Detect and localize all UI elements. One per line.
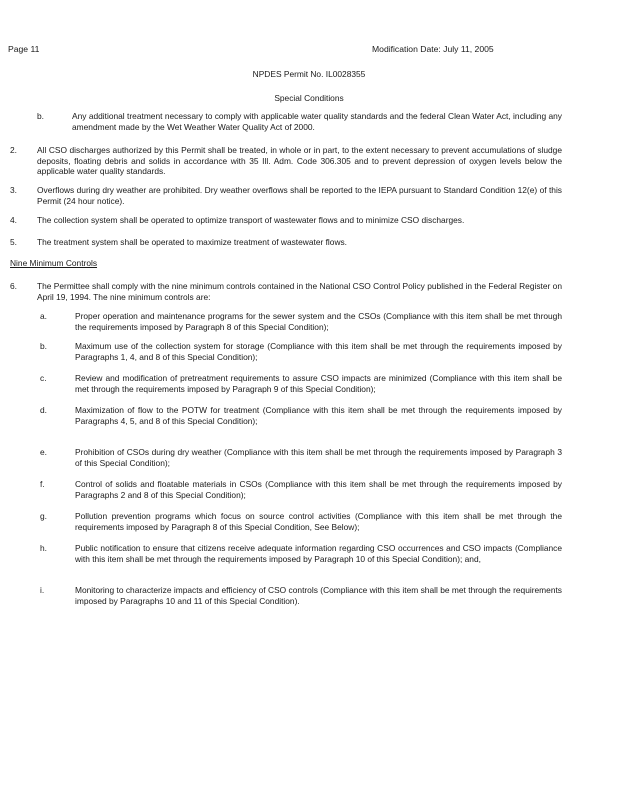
item-label: b. xyxy=(37,111,44,121)
section-title: Special Conditions xyxy=(274,93,344,103)
item-number: 6. xyxy=(10,281,17,291)
page-number: Page 11 xyxy=(8,44,40,54)
control-text: Maximization of flow to the POTW for treatment (Compliance with this item shall be met through the requirements imposed by Paragraphs 4, 5, and 8 of this Special Condition); xyxy=(75,405,562,426)
item-text: The Permittee shall comply with the nine minimum controls contained in the National CSO Control Policy published in the Federal Register on April 19, 1994. The nine minimum controls are: xyxy=(37,281,562,302)
item-text: Overflows during dry weather are prohibited. Dry weather overflows shall be reported to the IEPA pursuant to Standard Condition 12(e) of this Permit (24 hour notice). xyxy=(37,185,562,206)
item-text: Any additional treatment necessary to comply with applicable water quality standards and the federal Clean Water Act, including any amendment made by the Wet Weather Water Quality Act of 2000. xyxy=(72,111,562,132)
control-label: g. xyxy=(40,511,47,521)
control-label: a. xyxy=(40,311,47,321)
control-label: f. xyxy=(40,479,45,489)
item-text: The collection system shall be operated to optimize transport of wastewater flows and to minimize CSO discharges. xyxy=(37,215,465,225)
item-number: 4. xyxy=(10,215,17,225)
nine-minimum-controls-heading: Nine Minimum Controls xyxy=(10,258,98,268)
item-number: 3. xyxy=(10,185,17,195)
permit-title: NPDES Permit No. IL0028355 xyxy=(252,69,366,79)
control-text: Proper operation and maintenance programs for the sewer system and the CSOs (Compliance with this item shall be met through the requirements imposed by Paragraph 8 of this Special Condition); xyxy=(75,311,562,332)
control-label: e. xyxy=(40,447,47,457)
modification-date: Modification Date: July 11, 2005 xyxy=(372,44,494,54)
item-number: 5. xyxy=(10,237,17,247)
control-label: b. xyxy=(40,341,47,351)
item-text: The treatment system shall be operated to maximize treatment of wastewater flows. xyxy=(37,237,348,247)
control-label: h. xyxy=(40,543,47,553)
control-label: i. xyxy=(40,585,45,595)
control-label: c. xyxy=(40,373,47,383)
control-text: Control of solids and floatable materials in CSOs (Compliance with this item shall be met through the requirements imposed by Paragraphs 2 and 8 of this Special Condition); xyxy=(75,479,562,500)
control-text: Maximum use of the collection system for storage (Compliance with this item shall be met through the requirements imposed by Paragraphs 1, 4, and 8 of this Special Condition); xyxy=(75,341,562,362)
item-text: All CSO discharges authorized by this Permit shall be treated, in whole or in part, to the extent necessary to prevent accumulations of sludge deposits, floating debris and solids in accordance with 35 Ill. Adm. Code 306.305 and to prevent depression of oxygen levels below the applicable water quality standards. xyxy=(37,145,562,176)
control-text: Prohibition of CSOs during dry weather (Compliance with this item shall be met through the requirements imposed by Paragraph 3 of this Special Condition); xyxy=(75,447,562,468)
control-text: Public notification to ensure that citizens receive adequate information regarding CSO occurrences and CSO impacts (Compliance with this item shall be met through the requirements imposed by Paragraph 10 of this Special Condition); and, xyxy=(75,543,562,564)
control-label: d. xyxy=(40,405,47,415)
control-text: Pollution prevention programs which focus on source control activities (Compliance with this item shall be met through the requirements imposed by Paragraph 8 of this Special Condition, See Below); xyxy=(75,511,562,532)
control-text: Review and modification of pretreatment requirements to assure CSO impacts are minimized (Compliance with this item shall be met through the requirements imposed by Paragraph 9 of this Special Condition); xyxy=(75,373,562,394)
control-text: Monitoring to characterize impacts and efficiency of CSO controls (Compliance with this item shall be met through the requirements imposed by Paragraphs 10 and 11 of this Special Condition). xyxy=(75,585,562,606)
item-number: 2. xyxy=(10,145,17,155)
